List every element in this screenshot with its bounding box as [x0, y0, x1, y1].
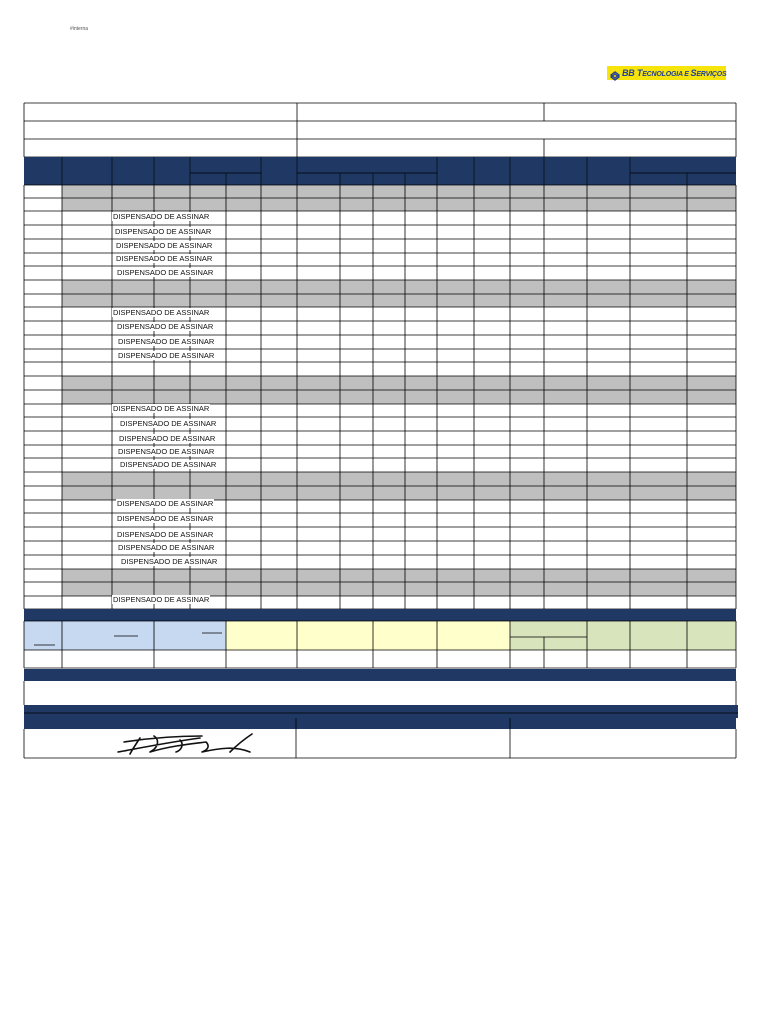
exempt-label: DISPENSADO DE ASSINAR	[117, 499, 214, 508]
exempt-label: DISPENSADO DE ASSINAR	[117, 268, 214, 277]
gray-row	[62, 376, 736, 390]
exempt-label: DISPENSADO DE ASSINAR	[117, 530, 214, 539]
summary-yellow	[226, 621, 510, 650]
exempt-label: DISPENSADO DE ASSINAR	[117, 514, 214, 523]
exempt-label: DISPENSADO DE ASSINAR	[113, 212, 210, 221]
exempt-label: DISPENSADO DE ASSINAR	[113, 595, 210, 604]
gray-row	[62, 569, 736, 582]
classification-label: #interna	[70, 26, 89, 32]
column-header	[24, 157, 736, 185]
signature-labels	[24, 718, 736, 729]
logo-text: BB TECNOLOGIA E SERVIÇOS	[622, 68, 727, 78]
exempt-label: DISPENSADO DE ASSINAR	[118, 351, 215, 360]
exempt-label: DISPENSADO DE ASSINAR	[116, 254, 213, 263]
totals-bar	[24, 609, 736, 621]
exempt-label: DISPENSADO DE ASSINAR	[118, 337, 215, 346]
summary-blue	[24, 621, 226, 650]
gray-row	[62, 472, 736, 486]
gray-row	[62, 198, 736, 211]
gray-row	[62, 185, 736, 198]
exempt-label: DISPENSADO DE ASSINAR	[118, 447, 215, 456]
signature-image	[110, 730, 260, 756]
gray-row	[62, 280, 736, 294]
exempt-label: DISPENSADO DE ASSINAR	[120, 419, 217, 428]
notes-bar	[24, 669, 736, 681]
exempt-label: DISPENSADO DE ASSINAR	[117, 322, 214, 331]
exempt-label: DISPENSADO DE ASSINAR	[116, 241, 213, 250]
exempt-label: DISPENSADO DE ASSINAR	[121, 557, 218, 566]
gray-row	[62, 486, 736, 500]
exempt-label: DISPENSADO DE ASSINAR	[119, 434, 216, 443]
gray-row	[62, 582, 736, 596]
gray-row	[62, 390, 736, 404]
exempt-label: DISPENSADO DE ASSINAR	[120, 460, 217, 469]
exempt-label: DISPENSADO DE ASSINAR	[113, 404, 210, 413]
exempt-label: DISPENSADO DE ASSINAR	[118, 543, 215, 552]
exempt-label: DISPENSADO DE ASSINAR	[113, 308, 210, 317]
exempt-label: DISPENSADO DE ASSINAR	[115, 227, 212, 236]
gray-row	[62, 294, 736, 307]
signature-header	[24, 705, 738, 718]
